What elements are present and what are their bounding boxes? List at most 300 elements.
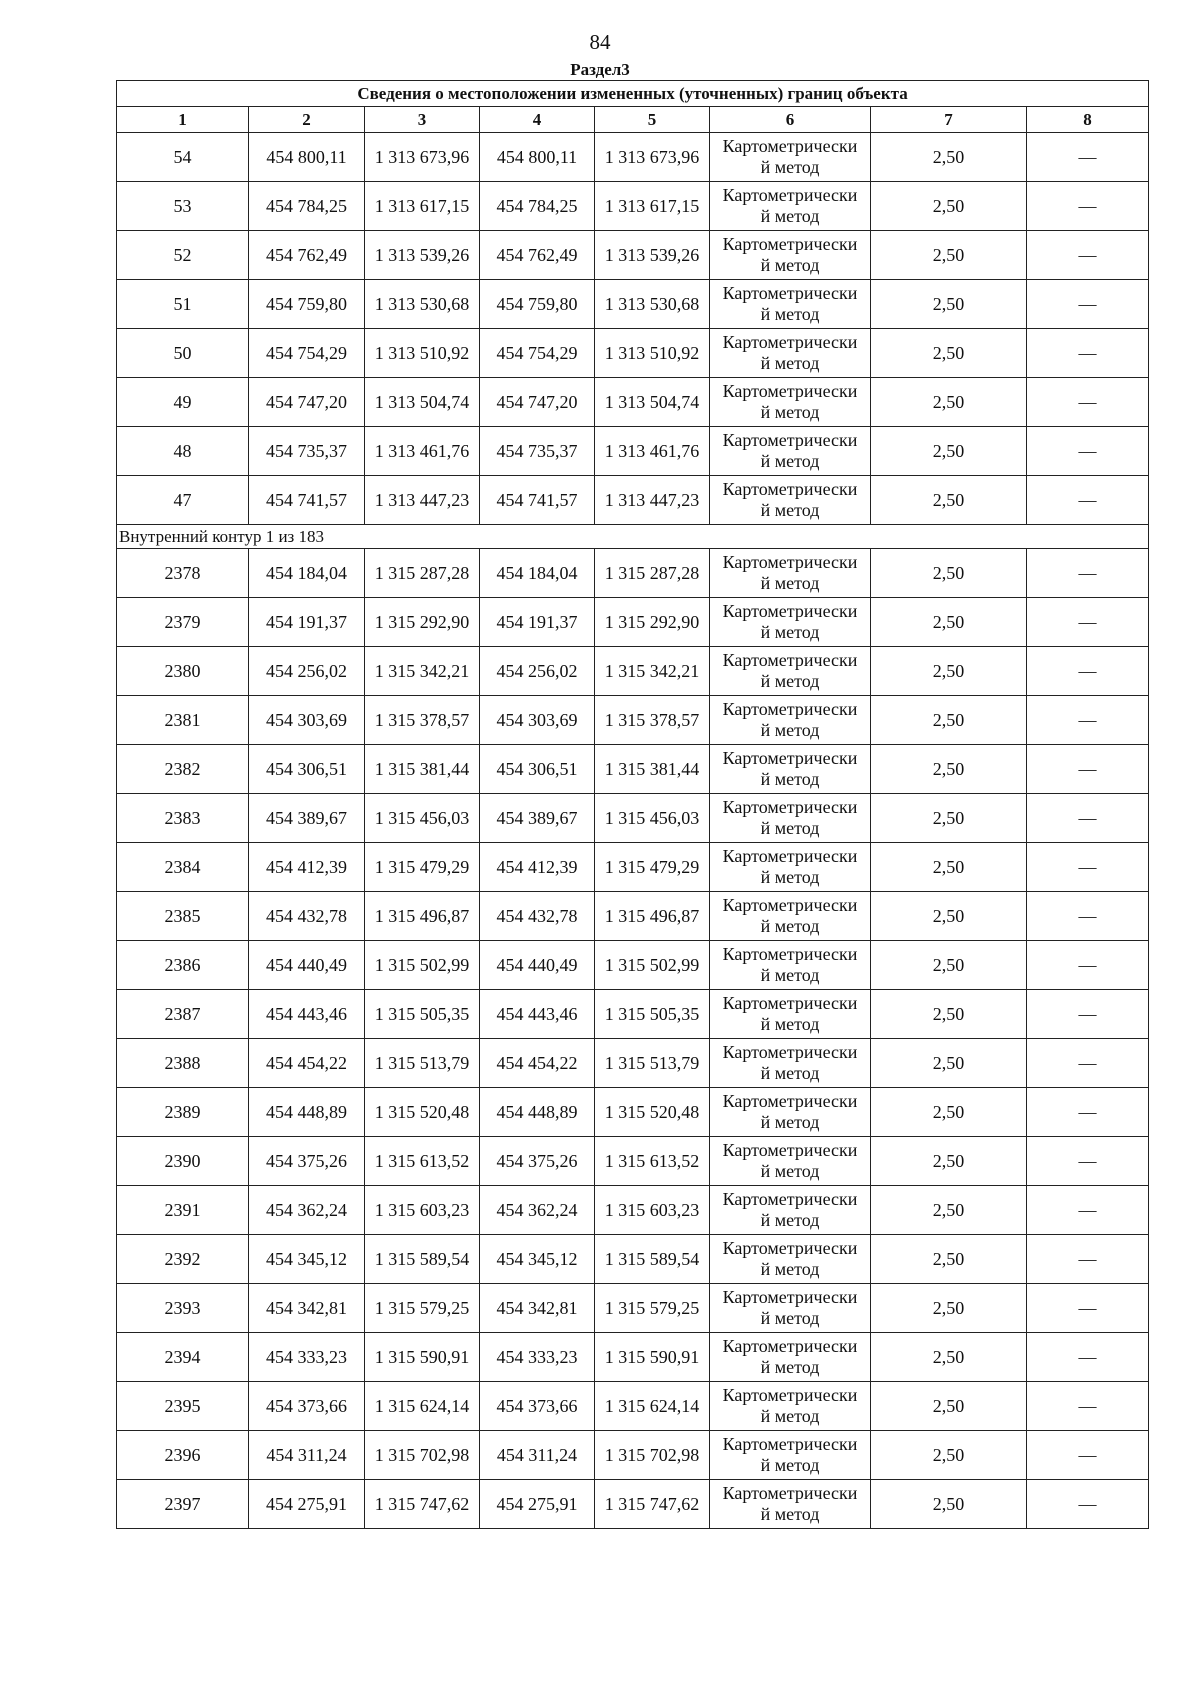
method-text-line1: Картометрически [722, 650, 858, 670]
method-cell [710, 1480, 871, 1529]
table-row [117, 329, 1149, 378]
x-old-cell: 454 741,57 [249, 476, 365, 525]
x-old-cell: 454 184,04 [249, 549, 365, 598]
column-number-header: 5 [595, 107, 710, 133]
method-cell [710, 1333, 871, 1382]
description-cell: — [1027, 647, 1149, 696]
method-cell [710, 1186, 871, 1235]
x-new-cell: 454 345,12 [480, 1235, 595, 1284]
method-cell [710, 182, 871, 231]
method-cell [710, 598, 871, 647]
table-row [117, 843, 1149, 892]
column-number-header: 1 [117, 107, 249, 133]
precision-cell: 2,50 [871, 329, 1027, 378]
y-old-cell: 1 315 505,35 [365, 990, 480, 1039]
section-title: Раздел3 [570, 60, 630, 79]
method-text-line2: й метод [760, 1357, 820, 1377]
method-cell [710, 427, 871, 476]
y-new-cell: 1 315 590,91 [595, 1333, 710, 1382]
method-text-line2: й метод [760, 304, 820, 324]
method-text-line1: Картометрически [722, 1385, 858, 1405]
y-new-cell: 1 315 589,54 [595, 1235, 710, 1284]
method-text-line1: Картометрически [722, 234, 858, 254]
x-new-cell: 454 754,29 [480, 329, 595, 378]
method-text-line2: й метод [760, 1161, 820, 1181]
description-cell: — [1027, 941, 1149, 990]
precision-cell: 2,50 [871, 990, 1027, 1039]
method-cell [710, 549, 871, 598]
precision-cell: 2,50 [871, 231, 1027, 280]
method-text-line1: Картометрически [722, 552, 858, 572]
precision-cell: 2,50 [871, 378, 1027, 427]
method-text-line2: й метод [760, 671, 820, 691]
point-number-cell: 2395 [117, 1382, 249, 1431]
y-new-cell: 1 313 539,26 [595, 231, 710, 280]
x-new-cell: 454 375,26 [480, 1137, 595, 1186]
method-text-line2: й метод [760, 916, 820, 936]
precision-cell: 2,50 [871, 1088, 1027, 1137]
point-number-cell: 2391 [117, 1186, 249, 1235]
method-text-line1: Картометрически [722, 283, 858, 303]
method-text-line1: Картометрически [722, 748, 858, 768]
method-text-line2: й метод [760, 1406, 820, 1426]
y-old-cell: 1 315 624,14 [365, 1382, 480, 1431]
y-new-cell: 1 315 513,79 [595, 1039, 710, 1088]
method-text-line2: й метод [760, 769, 820, 789]
x-new-cell: 454 412,39 [480, 843, 595, 892]
y-new-cell: 1 315 496,87 [595, 892, 710, 941]
y-new-cell: 1 315 479,29 [595, 843, 710, 892]
y-new-cell: 1 315 702,98 [595, 1431, 710, 1480]
method-text-line2: й метод [760, 157, 820, 177]
y-old-cell: 1 315 513,79 [365, 1039, 480, 1088]
y-new-cell: 1 315 579,25 [595, 1284, 710, 1333]
method-cell [710, 745, 871, 794]
x-new-cell: 454 373,66 [480, 1382, 595, 1431]
x-old-cell: 454 342,81 [249, 1284, 365, 1333]
x-old-cell: 454 432,78 [249, 892, 365, 941]
method-cell [710, 1382, 871, 1431]
x-old-cell: 454 373,66 [249, 1382, 365, 1431]
description-cell: — [1027, 794, 1149, 843]
point-number-cell: 2389 [117, 1088, 249, 1137]
method-text-line1: Картометрически [722, 430, 858, 450]
precision-cell: 2,50 [871, 647, 1027, 696]
method-text-line2: й метод [760, 1455, 820, 1475]
table-row [117, 598, 1149, 647]
method-cell [710, 231, 871, 280]
description-cell: — [1027, 1088, 1149, 1137]
table-row [117, 1235, 1149, 1284]
x-old-cell: 454 440,49 [249, 941, 365, 990]
description-cell: — [1027, 990, 1149, 1039]
precision-cell: 2,50 [871, 1186, 1027, 1235]
method-text-line2: й метод [760, 353, 820, 373]
table-row [117, 280, 1149, 329]
method-cell [710, 794, 871, 843]
method-cell [710, 941, 871, 990]
y-old-cell: 1 315 479,29 [365, 843, 480, 892]
method-text-line2: й метод [760, 1014, 820, 1034]
table-row [117, 549, 1149, 598]
y-new-cell: 1 315 624,14 [595, 1382, 710, 1431]
y-new-cell: 1 313 673,96 [595, 133, 710, 182]
precision-cell: 2,50 [871, 133, 1027, 182]
description-cell: — [1027, 892, 1149, 941]
y-old-cell: 1 315 381,44 [365, 745, 480, 794]
x-old-cell: 454 412,39 [249, 843, 365, 892]
table-row [117, 990, 1149, 1039]
table-row [117, 1137, 1149, 1186]
x-old-cell: 454 275,91 [249, 1480, 365, 1529]
x-new-cell: 454 256,02 [480, 647, 595, 696]
description-cell: — [1027, 476, 1149, 525]
x-new-cell: 454 184,04 [480, 549, 595, 598]
y-new-cell: 1 315 603,23 [595, 1186, 710, 1235]
method-text-line1: Картометрически [722, 797, 858, 817]
method-text-line1: Картометрически [722, 895, 858, 915]
method-text-line2: й метод [760, 965, 820, 985]
description-cell: — [1027, 549, 1149, 598]
y-old-cell: 1 315 456,03 [365, 794, 480, 843]
point-number-cell: 2380 [117, 647, 249, 696]
point-number-cell: 2384 [117, 843, 249, 892]
method-cell [710, 476, 871, 525]
point-number-cell: 2381 [117, 696, 249, 745]
column-number-header: 6 [710, 107, 871, 133]
x-old-cell: 454 800,11 [249, 133, 365, 182]
x-old-cell: 454 345,12 [249, 1235, 365, 1284]
column-number-header: 2 [249, 107, 365, 133]
method-text-line2: й метод [760, 720, 820, 740]
point-number-cell: 2379 [117, 598, 249, 647]
description-cell: — [1027, 745, 1149, 794]
description-cell: — [1027, 1039, 1149, 1088]
boundary-coordinates-table [116, 80, 1149, 1529]
column-numbers-row [117, 107, 1149, 133]
table-row [117, 1186, 1149, 1235]
point-number-cell: 48 [117, 427, 249, 476]
table-row [117, 696, 1149, 745]
y-new-cell: 1 315 292,90 [595, 598, 710, 647]
y-old-cell: 1 315 378,57 [365, 696, 480, 745]
y-old-cell: 1 315 342,21 [365, 647, 480, 696]
description-cell: — [1027, 427, 1149, 476]
table-row [117, 1088, 1149, 1137]
column-number-header: 4 [480, 107, 595, 133]
description-cell: — [1027, 1431, 1149, 1480]
y-new-cell: 1 313 510,92 [595, 329, 710, 378]
method-text-line1: Картометрически [722, 1434, 858, 1454]
y-old-cell: 1 313 530,68 [365, 280, 480, 329]
precision-cell: 2,50 [871, 598, 1027, 647]
method-cell [710, 647, 871, 696]
table-row [117, 745, 1149, 794]
method-cell [710, 1235, 871, 1284]
y-old-cell: 1 313 617,15 [365, 182, 480, 231]
description-cell: — [1027, 231, 1149, 280]
precision-cell: 2,50 [871, 1039, 1027, 1088]
x-old-cell: 454 256,02 [249, 647, 365, 696]
table-row [117, 231, 1149, 280]
point-number-cell: 49 [117, 378, 249, 427]
page-number: 84 [589, 30, 611, 54]
method-text-line2: й метод [760, 622, 820, 642]
description-cell: — [1027, 1186, 1149, 1235]
y-old-cell: 1 315 603,23 [365, 1186, 480, 1235]
point-number-cell: 2396 [117, 1431, 249, 1480]
description-cell: — [1027, 378, 1149, 427]
point-number-cell: 2383 [117, 794, 249, 843]
y-new-cell: 1 315 342,21 [595, 647, 710, 696]
description-cell: — [1027, 1235, 1149, 1284]
y-old-cell: 1 313 504,74 [365, 378, 480, 427]
table-row [117, 1039, 1149, 1088]
description-cell: — [1027, 696, 1149, 745]
description-cell: — [1027, 329, 1149, 378]
y-old-cell: 1 315 589,54 [365, 1235, 480, 1284]
x-old-cell: 454 303,69 [249, 696, 365, 745]
x-new-cell: 454 762,49 [480, 231, 595, 280]
point-number-cell: 2397 [117, 1480, 249, 1529]
y-old-cell: 1 315 747,62 [365, 1480, 480, 1529]
method-text-line1: Картометрически [722, 846, 858, 866]
y-new-cell: 1 313 461,76 [595, 427, 710, 476]
y-new-cell: 1 315 287,28 [595, 549, 710, 598]
description-cell: — [1027, 1480, 1149, 1529]
table-row [117, 794, 1149, 843]
method-cell [710, 1284, 871, 1333]
method-text-line1: Картометрически [722, 381, 858, 401]
y-old-cell: 1 315 520,48 [365, 1088, 480, 1137]
method-text-line1: Картометрически [722, 1140, 858, 1160]
precision-cell: 2,50 [871, 843, 1027, 892]
method-text-line2: й метод [760, 500, 820, 520]
table-row [117, 647, 1149, 696]
precision-cell: 2,50 [871, 427, 1027, 476]
x-old-cell: 454 735,37 [249, 427, 365, 476]
x-old-cell: 454 362,24 [249, 1186, 365, 1235]
precision-cell: 2,50 [871, 549, 1027, 598]
y-old-cell: 1 315 502,99 [365, 941, 480, 990]
method-text-line1: Картометрически [722, 185, 858, 205]
precision-cell: 2,50 [871, 892, 1027, 941]
point-number-cell: 2382 [117, 745, 249, 794]
point-number-cell: 2392 [117, 1235, 249, 1284]
y-new-cell: 1 313 504,74 [595, 378, 710, 427]
precision-cell: 2,50 [871, 1382, 1027, 1431]
x-new-cell: 454 735,37 [480, 427, 595, 476]
method-text-line1: Картометрически [722, 1483, 858, 1503]
x-new-cell: 454 303,69 [480, 696, 595, 745]
y-new-cell: 1 315 378,57 [595, 696, 710, 745]
inner-contour-label: Внутренний контур 1 из 183 [117, 525, 1149, 549]
y-new-cell: 1 313 530,68 [595, 280, 710, 329]
method-text-line1: Картометрически [722, 699, 858, 719]
method-text-line2: й метод [760, 1063, 820, 1083]
method-cell [710, 1137, 871, 1186]
x-old-cell: 454 747,20 [249, 378, 365, 427]
x-new-cell: 454 191,37 [480, 598, 595, 647]
x-new-cell: 454 443,46 [480, 990, 595, 1039]
description-cell: — [1027, 133, 1149, 182]
y-new-cell: 1 315 613,52 [595, 1137, 710, 1186]
point-number-cell: 2390 [117, 1137, 249, 1186]
x-new-cell: 454 800,11 [480, 133, 595, 182]
y-old-cell: 1 315 579,25 [365, 1284, 480, 1333]
x-old-cell: 454 454,22 [249, 1039, 365, 1088]
x-old-cell: 454 754,29 [249, 329, 365, 378]
y-old-cell: 1 315 702,98 [365, 1431, 480, 1480]
x-new-cell: 454 275,91 [480, 1480, 595, 1529]
y-old-cell: 1 315 287,28 [365, 549, 480, 598]
method-cell [710, 133, 871, 182]
description-cell: — [1027, 1137, 1149, 1186]
method-text-line1: Картометрически [722, 136, 858, 156]
description-cell: — [1027, 1333, 1149, 1382]
method-text-line2: й метод [760, 818, 820, 838]
y-old-cell: 1 315 613,52 [365, 1137, 480, 1186]
column-number-header: 3 [365, 107, 480, 133]
column-number-header: 8 [1027, 107, 1149, 133]
method-text-line1: Картометрически [722, 601, 858, 621]
x-old-cell: 454 759,80 [249, 280, 365, 329]
y-old-cell: 1 313 510,92 [365, 329, 480, 378]
precision-cell: 2,50 [871, 1284, 1027, 1333]
method-text-line2: й метод [760, 206, 820, 226]
point-number-cell: 2394 [117, 1333, 249, 1382]
table-row [117, 941, 1149, 990]
y-old-cell: 1 313 461,76 [365, 427, 480, 476]
point-number-cell: 50 [117, 329, 249, 378]
table-row [117, 1382, 1149, 1431]
precision-cell: 2,50 [871, 1431, 1027, 1480]
description-cell: — [1027, 1284, 1149, 1333]
table-row [117, 1333, 1149, 1382]
precision-cell: 2,50 [871, 794, 1027, 843]
table-row [117, 476, 1149, 525]
y-old-cell: 1 315 590,91 [365, 1333, 480, 1382]
method-cell [710, 280, 871, 329]
x-old-cell: 454 784,25 [249, 182, 365, 231]
x-new-cell: 454 306,51 [480, 745, 595, 794]
x-old-cell: 454 389,67 [249, 794, 365, 843]
x-new-cell: 454 333,23 [480, 1333, 595, 1382]
table-row [117, 182, 1149, 231]
x-new-cell: 454 454,22 [480, 1039, 595, 1088]
table-row [117, 133, 1149, 182]
y-old-cell: 1 313 539,26 [365, 231, 480, 280]
point-number-cell: 2385 [117, 892, 249, 941]
method-text-line2: й метод [760, 451, 820, 471]
x-new-cell: 454 432,78 [480, 892, 595, 941]
table-row [117, 1431, 1149, 1480]
x-old-cell: 454 762,49 [249, 231, 365, 280]
x-new-cell: 454 759,80 [480, 280, 595, 329]
method-text-line2: й метод [760, 402, 820, 422]
point-number-cell: 47 [117, 476, 249, 525]
table-row [117, 1284, 1149, 1333]
method-cell [710, 1431, 871, 1480]
x-old-cell: 454 191,37 [249, 598, 365, 647]
method-text-line2: й метод [760, 1308, 820, 1328]
y-new-cell: 1 315 505,35 [595, 990, 710, 1039]
x-old-cell: 454 375,26 [249, 1137, 365, 1186]
method-text-line2: й метод [760, 1210, 820, 1230]
method-text-line2: й метод [760, 573, 820, 593]
method-text-line2: й метод [760, 1259, 820, 1279]
point-number-cell: 2378 [117, 549, 249, 598]
precision-cell: 2,50 [871, 696, 1027, 745]
x-old-cell: 454 448,89 [249, 1088, 365, 1137]
y-new-cell: 1 315 456,03 [595, 794, 710, 843]
y-new-cell: 1 315 381,44 [595, 745, 710, 794]
table-caption: Сведения о местоположении измененных (уточненных) границ объекта [117, 81, 1149, 107]
method-cell [710, 329, 871, 378]
x-old-cell: 454 333,23 [249, 1333, 365, 1382]
method-text-line1: Картометрически [722, 944, 858, 964]
method-cell [710, 1039, 871, 1088]
precision-cell: 2,50 [871, 280, 1027, 329]
y-new-cell: 1 313 617,15 [595, 182, 710, 231]
description-cell: — [1027, 598, 1149, 647]
method-cell [710, 892, 871, 941]
x-old-cell: 454 443,46 [249, 990, 365, 1039]
precision-cell: 2,50 [871, 745, 1027, 794]
table-row [117, 378, 1149, 427]
precision-cell: 2,50 [871, 182, 1027, 231]
method-text-line2: й метод [760, 867, 820, 887]
table-body [117, 133, 1149, 1529]
x-new-cell: 454 342,81 [480, 1284, 595, 1333]
method-cell [710, 1088, 871, 1137]
y-old-cell: 1 313 447,23 [365, 476, 480, 525]
x-new-cell: 454 747,20 [480, 378, 595, 427]
point-number-cell: 2386 [117, 941, 249, 990]
x-new-cell: 454 389,67 [480, 794, 595, 843]
y-new-cell: 1 315 520,48 [595, 1088, 710, 1137]
x-old-cell: 454 311,24 [249, 1431, 365, 1480]
x-new-cell: 454 741,57 [480, 476, 595, 525]
method-cell [710, 843, 871, 892]
method-text-line1: Картометрически [722, 479, 858, 499]
y-old-cell: 1 315 496,87 [365, 892, 480, 941]
method-text-line1: Картометрически [722, 1189, 858, 1209]
method-text-line2: й метод [760, 1112, 820, 1132]
precision-cell: 2,50 [871, 1137, 1027, 1186]
method-text-line1: Картометрически [722, 1287, 858, 1307]
point-number-cell: 2393 [117, 1284, 249, 1333]
description-cell: — [1027, 182, 1149, 231]
point-number-cell: 51 [117, 280, 249, 329]
point-number-cell: 53 [117, 182, 249, 231]
y-new-cell: 1 315 747,62 [595, 1480, 710, 1529]
precision-cell: 2,50 [871, 941, 1027, 990]
precision-cell: 2,50 [871, 1480, 1027, 1529]
table-row [117, 1480, 1149, 1529]
point-number-cell: 54 [117, 133, 249, 182]
y-old-cell: 1 313 673,96 [365, 133, 480, 182]
x-new-cell: 454 440,49 [480, 941, 595, 990]
method-cell [710, 990, 871, 1039]
description-cell: — [1027, 1382, 1149, 1431]
x-new-cell: 454 448,89 [480, 1088, 595, 1137]
y-new-cell: 1 315 502,99 [595, 941, 710, 990]
table-row [117, 892, 1149, 941]
method-text-line1: Картометрически [722, 1238, 858, 1258]
method-text-line1: Картометрически [722, 332, 858, 352]
column-number-header: 7 [871, 107, 1027, 133]
